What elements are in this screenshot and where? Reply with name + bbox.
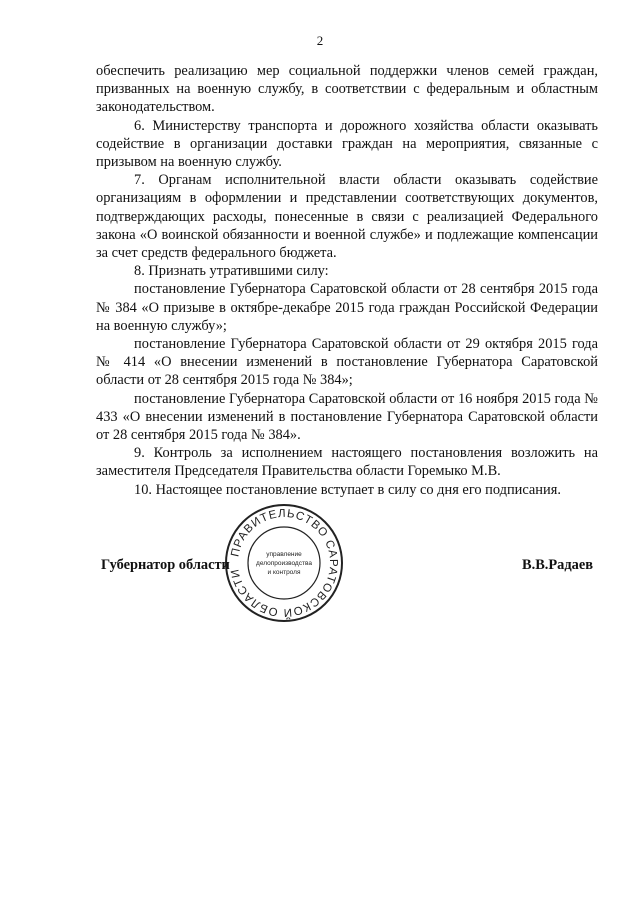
repealed-act-384: постановление Губернатора Саратовской области от 28 сентября 2015 года № 384 «О призыве в октябре-декабре 2015 года граждан Российской Федерации на военную службу»;	[96, 281, 598, 334]
repealed-act-433: постановление Губернатора Саратовской области от 16 ноября 2015 года № 433 «О внесении изменений в постановление Губернатора Саратовской области от 28 сентября 2015 года № 384».	[96, 390, 598, 444]
seal-inner-line-2: делопроизводства	[256, 560, 312, 567]
signatory-name: В.В.Радаев	[522, 557, 594, 573]
paragraph-item-8: 8. Признать утратившими силу:	[134, 263, 329, 280]
paragraph-item-7: 7. Органам исполнительной власти области оказывать содействие организациям в оформлении и представлении соответствующих документов, подтверждающих расходы, понесенные в связи с реализацией Федерального закона «О воинской обязанности и военной службе» и подлежащие компенсации за счет средств федерального бюджета.	[96, 172, 598, 262]
official-seal	[222, 501, 346, 625]
seal-outer-text: ПРАВИТЕЛЬСТВО САРАТОВСКОЙ ОБЛАСТИ	[229, 507, 340, 619]
paragraph-continuation: обеспечить реализацию мер социальной поддержки членов семей граждан, призванных на военную службу, в соответствии с федеральным и областным законодательством.	[96, 63, 598, 116]
signatory-title: Губернатор области	[101, 557, 230, 573]
paragraph-item-9: 9. Контроль за исполнением настоящего постановления возложить на заместителя Председателя Правительства области Горемыко М.В.	[96, 445, 598, 480]
paragraph-item-10: 10. Настоящее постановление вступает в силу со дня его подписания.	[134, 481, 561, 498]
page-number: 2	[316, 33, 324, 48]
seal-inner-line-3: и контроля	[267, 569, 301, 576]
repealed-act-414: постановление Губернатора Саратовской области от 29 октября 2015 года № 414 «О внесении изменений в постановление Губернатора Саратовской области от 28 сентября 2015 года № 384»;	[96, 336, 598, 389]
paragraph-item-6: 6. Министерству транспорта и дорожного хозяйства области оказывать содействие в организации доставки граждан на мероприятия, связанные с призывом на военную службу.	[96, 117, 598, 171]
seal-inner-line-1: управление	[266, 551, 302, 558]
document-body	[96, 62, 598, 499]
